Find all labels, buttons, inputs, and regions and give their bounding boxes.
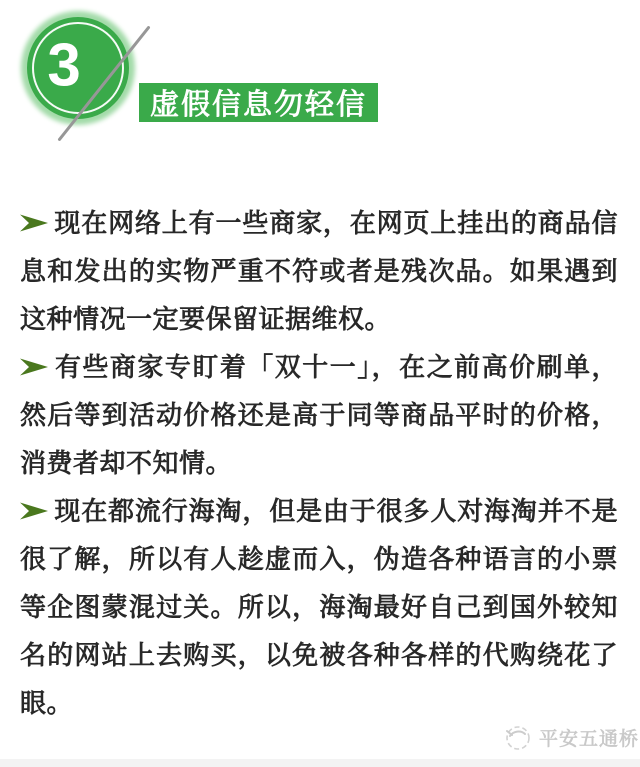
- section-heading-text: 虚假信息勿轻信: [149, 89, 367, 121]
- bullet-paragraph: [20, 199, 618, 343]
- watermark-seal-icon: [503, 723, 532, 752]
- bullet-paragraph: [20, 487, 618, 727]
- body-text: [20, 199, 618, 727]
- bottom-band: [0, 759, 640, 767]
- bullet-paragraph: [20, 343, 618, 487]
- watermark-text: 平安五通桥: [539, 729, 640, 750]
- arrow-bullet-icon: [20, 357, 48, 377]
- bullet-paragraph-text: 现在都流行海淘，但是由于很多人对海淘并不是很了解，所以有人趁虚而入，伪造各种语言的小票等企图蒙混过关。所以，海淘最好自己到国外较知名的网站上去购买，以免被各种各样的代购绕花了眼。: [20, 496, 618, 718]
- section-heading-banner: [139, 83, 378, 122]
- arrow-bullet-icon: [20, 213, 48, 233]
- watermark: [503, 723, 639, 752]
- bullet-paragraph-text: 有些商家专盯着「双十一」，在之前高价刷单，然后等到活动价格还是高于同等商品平时的价格，消费者却不知情。: [20, 352, 618, 478]
- arrow-bullet-icon: [20, 501, 48, 521]
- section-number: 3: [47, 31, 81, 99]
- bullet-paragraph-text: 现在网络上有一些商家，在网页上挂出的商品信息和发出的实物严重不符或者是残次品。如果遇到这种情况一定要保留证据维权。: [20, 208, 618, 334]
